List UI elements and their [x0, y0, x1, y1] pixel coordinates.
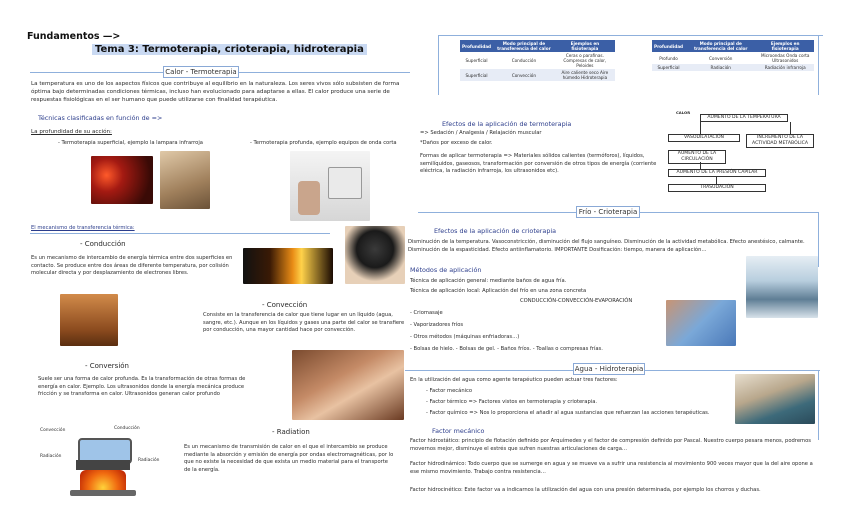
flow-calor-label: CALOR — [676, 110, 691, 115]
metodo-general: Técnica de aplicación general: mediante baños de agua fría. — [410, 278, 567, 284]
factor-mecanico-heading: Factor mecánico — [432, 427, 485, 435]
conveccion-text: Consiste en la transferencia de calor que tiene lugar en un líquido (agua, sangre, etc.). Aunque en los líquidos y gases una parte del calor se transfiere por conducción, una mayor cantidad hace por convección. — [203, 312, 405, 334]
table-header: Modo principal de transferencia del calor — [493, 40, 555, 52]
section-frio: Frío - Crioterapia — [576, 206, 640, 218]
list-item: - Factor químico => Nos lo proporciona el añadir al agua sustancias que refuerzan las acciones terapéuticas. — [426, 410, 710, 416]
diagram-label-radiacion-right: Radiación — [138, 458, 160, 463]
metodo-local: Técnica de aplicación local: Aplicación del frío en una zona concreta — [410, 288, 587, 294]
flow-arrow — [700, 122, 701, 134]
list-item: - Bolsas de hielo. - Bolsas de gel. - Baños fríos. - Toallas o compresas frías. — [410, 346, 603, 352]
tecnicas-heading: Técnicas clasificadas en función de => — [38, 114, 163, 122]
cce-label: CONDUCCIÓN-CONVECCIÓN-EVAPORACIÓN — [520, 298, 633, 304]
superficial-text: - Termoterapia superficial, ejemplo la lampara infrarroja — [58, 140, 203, 146]
table-header: Profundidad — [652, 40, 685, 52]
list-item: - Vaporizadores fríos — [410, 322, 464, 328]
pool-therapy-photo — [735, 374, 815, 424]
heat-table-2 — [652, 40, 814, 71]
table-cell: Aire caliente seco Aire húmedo Hidroterapia — [555, 69, 615, 81]
table-row — [460, 52, 615, 69]
efectos-crioterapia-text: Disminución de la temperatura. Vasoconstricción, disminución del flujo sanguíneo. Disminución de la actividad metabólica. Efecto anestésico, calmante. Disminución de la espasticidad. Efecto antiinflamatorio. IMPORTANTE Dosificación: tiempo, manera de aplicación… — [408, 239, 805, 253]
flame-hand-photo — [243, 248, 333, 284]
hidrocinetico-text: Factor hidrocinético: Este factor va a indicarnos la utilización del agua con una presión determinada, por ejemplo los chorros y duchas. — [410, 487, 761, 493]
diagram-label-conduccion: Conducción — [114, 426, 140, 431]
list-item: - Factor mecánico — [426, 388, 473, 394]
table-cell: Convección — [493, 69, 555, 81]
table-row — [460, 69, 615, 81]
list-item: - Factor térmico => Factores vistos en termoterapia y crioterapia. — [426, 399, 598, 405]
table-header: Modo principal de transferencia del calor — [685, 40, 756, 52]
table-header: Profundidad — [460, 40, 493, 52]
flow-arrow — [790, 122, 791, 134]
flow-trasudacion: TRASUDACIÓN — [668, 184, 766, 192]
table-row — [652, 52, 814, 64]
conduccion-heading: - Conducción — [80, 240, 126, 248]
table-cell: Radiación — [685, 64, 756, 71]
fundamentos-label: Fundamentos —> — [27, 31, 121, 42]
hot-stones-photo — [345, 226, 405, 284]
flow-aumento-temperatura: AUMENTO DE LA TEMPERATURA — [700, 114, 788, 122]
infrared-lamp-photo — [91, 156, 153, 204]
flow-arrow — [700, 162, 701, 169]
section-agua: Agua - Hidroterapia — [574, 365, 644, 373]
flow-arrow — [716, 177, 717, 184]
ultrasound-photo — [292, 350, 404, 420]
ice-bath-photo — [746, 256, 818, 318]
flow-aumento-circulacion: AUMENTO DE LA CIRCULACIÓN — [668, 150, 726, 164]
table-cell: Ceras o parafinas. Compresas de calor, Peloides — [563, 53, 607, 68]
metodos-heading: Métodos de aplicación — [410, 266, 482, 274]
section-calor: Calor - Termoterapia — [163, 66, 239, 78]
intro-text: La temperatura es uno de los aspectos físicos que contribuye al equilibrio en la naturaleza. Los seres vivos sólo subsisten de forma óptima bajo determinadas condiciones térmicas, incluso han evolucionado para adaptarse a ellas. El calor produce una serie de respuestas fisiológicas en el ser humano que puede utilizarse con finalidad terapéutica. — [31, 81, 400, 103]
table-cell: Microondas Onda corta Ultrasonidos — [760, 53, 810, 63]
table-cell: Conducción — [511, 58, 537, 63]
conveccion-heading: - Convección — [262, 301, 308, 309]
efectos-termoterapia-heading: Efectos de la aplicación de termoterapia — [442, 120, 572, 128]
hidrostatico-text: Factor hidrostático: principio de flotación definido por Arquímedes y el factor de compresión definido por Pascal. Nuestro cuerpo pesara menos, podremos movernos mejor, disminuye el estrés que sufren nuestras articulaciones de carga… — [410, 438, 811, 452]
efectos-termoterapia-2: *Daños por exceso de calor. — [420, 140, 493, 146]
mecanismo-label: El mecanismo de transferencia térmica: — [31, 225, 135, 231]
table-cell: Conversión — [708, 55, 733, 61]
conversion-heading: - Conversión — [85, 362, 129, 370]
divider — [438, 35, 439, 95]
table-cell: Superficial — [652, 64, 685, 71]
diagram-label-conveccion: Convección — [40, 428, 66, 433]
divider — [438, 35, 823, 36]
efectos-termoterapia-1: => Sedación / Analgesia / Relajación muscular — [420, 130, 542, 136]
efectos-crioterapia-heading: Efectos de la aplicación de crioterapia — [434, 227, 557, 235]
hidrodinamico-text: Factor hidrodinámico: Todo cuerpo que se sumerge en agua y se mueve va a sufrir una resistencia al movimiento 900 veces mayor que la del aire opone a ese mismo movimiento. Trabajo contra resistencia… — [410, 461, 813, 475]
radiacion-heading: - Radiation — [272, 428, 310, 436]
table-cell: Radiación infrarroja — [756, 64, 814, 71]
profunda-text: - Termoterapia profunda, ejemplo equipos de onda corta — [250, 140, 397, 146]
table-header: Ejemplos en fisioterapia — [756, 40, 814, 52]
radiacion-text: Es un mecanismo de transmisión de calor en el que el intercambio se produce mediante la absorción y emisión de energía por ondas electromagnéticas, por lo que no existe la necesidad de que exista un medio material para el transporte de la energía. — [184, 444, 394, 473]
table-header: Ejemplos en fisioterapia — [555, 40, 615, 52]
list-item: - Criomasaje — [410, 310, 443, 316]
sauna-photo — [60, 294, 118, 346]
agua-intro: En la utilización del agua como agente terapéutico pueden actuar tres factores: — [410, 377, 618, 383]
heat-table-1 — [460, 40, 615, 81]
diagram-label-radiacion-left: Radiación — [40, 454, 62, 459]
shortwave-device-photo — [290, 151, 370, 221]
divider — [30, 233, 330, 234]
profundidad-label: La profundidad de su acción: — [31, 129, 112, 135]
heat-transfer-diagram — [40, 424, 170, 510]
formas-termoterapia: Formas de aplicar termoterapia => Materiales sólidos calientes (termóforos), líquidos, semilíquidos, gaseosos, transformación por conversión de otros tipos de energía (corriente eléctrica, la radiación infrarroja, los ultrasonidos etc). — [420, 153, 657, 175]
conduccion-text: Es un mecanismo de intercambio de energía térmica entre dos superficies en contacto. Se produce entre dos áreas de diferente temperatura, por colisión molecular directa y por desplazamiento de electrones libres. — [31, 255, 233, 277]
table-cell: Superficial — [460, 69, 493, 81]
divider — [818, 35, 819, 95]
meerkat-photo — [160, 151, 210, 209]
conversion-text: Suele ser una forma de calor profunda. Es la transformación de otras formas de energía en calor. Ejemplo. Los ultrasonidos donde la energía mecánica produce fricción y se transforma en calor. Ultrasonidos generan calor profundo — [38, 376, 246, 398]
table-cell: Superficial — [465, 58, 488, 63]
table-row — [652, 64, 814, 71]
flow-presion-capilar: AUMENTO DE LA PRESIÓN CAPILAR — [668, 169, 766, 177]
list-item: - Otros métodos (máquinas enfriadoras…) — [410, 334, 520, 340]
table-cell: Profundo — [659, 55, 678, 61]
divider — [818, 370, 819, 440]
flow-incremento-metabolico: INCREMENTO DE LA ACTIVIDAD METABÓLICA — [746, 134, 814, 148]
ice-pack-photo — [666, 300, 736, 346]
page-title: Tema 3: Termoterapia, crioterapia, hidroterapia — [92, 44, 367, 55]
flow-vasodilatacion: VASODILATACIÓN — [668, 134, 740, 142]
